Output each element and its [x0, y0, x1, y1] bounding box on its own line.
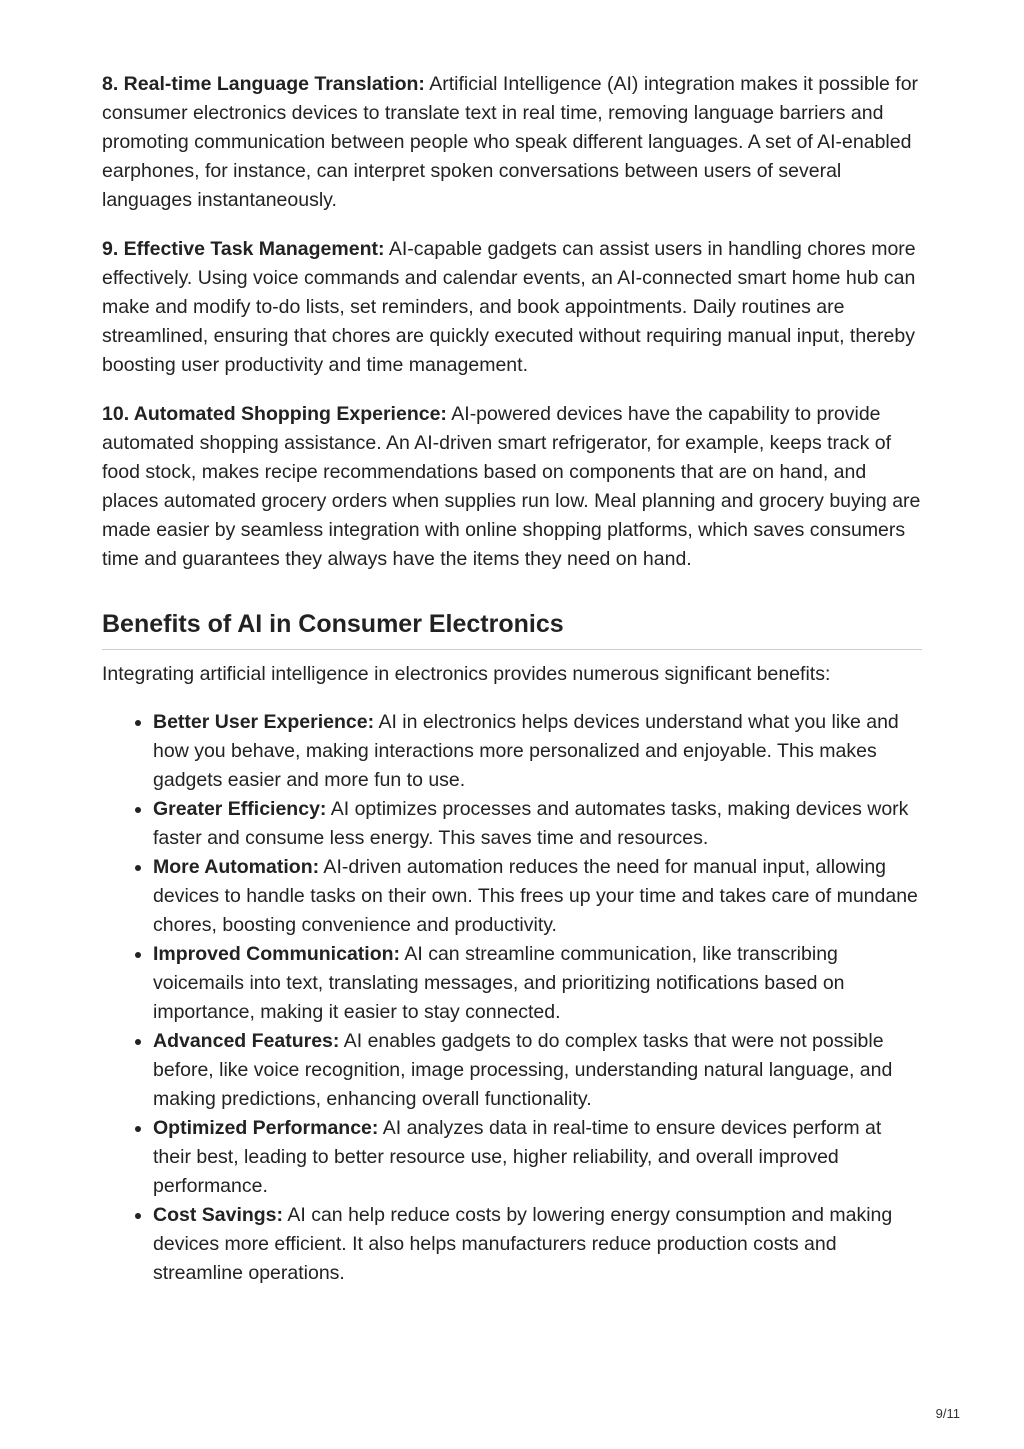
paragraph-automated-shopping	[102, 400, 922, 574]
section-heading: Benefits of AI in Consumer Electronics	[102, 610, 922, 650]
list-item-text: AI-driven automation reduces the need for manual input, allowing devices to handle tasks on their own. This frees up your time and takes care of mundane chores, boosting convenience and productivity.	[153, 856, 918, 936]
paragraph-text: AI-powered devices have the capability to provide automated shopping assistance. An AI-driven smart refrigerator, for example, keeps track of food stock, makes recipe recommendations based on components that are on hand, and places automated grocery orders when supplies run low. Meal planning and grocery buying are made easier by seamless integration with online shopping platforms, which saves consumers time and guarantees they always have the items they need on hand.	[102, 403, 921, 570]
paragraph-text: AI-capable gadgets can assist users in handling chores more effectively. Using voice commands and calendar events, an AI-connected smart home hub can make and modify to-do lists, set reminders, and book appointments. Daily routines are streamlined, ensuring that chores are quickly executed without requiring manual input, thereby boosting user productivity and time management.	[102, 238, 916, 376]
list-item	[153, 1027, 922, 1114]
paragraph-real-time-translation	[102, 70, 922, 215]
list-item-text: AI can streamline communication, like transcribing voicemails into text, translating messages, and prioritizing notifications based on importance, making it easier to stay connected.	[153, 943, 845, 1023]
paragraph-title: 10. Automated Shopping Experience:	[102, 403, 447, 425]
paragraph-title: 8. Real-time Language Translation:	[102, 73, 425, 95]
list-item	[153, 853, 922, 940]
list-item-title: Advanced Features:	[153, 1030, 340, 1052]
list-item	[153, 708, 922, 795]
list-item	[153, 1114, 922, 1201]
list-item-title: Improved Communication:	[153, 943, 401, 965]
paragraph-text: Artificial Intelligence (AI) integration makes it possible for consumer electronics devices to translate text in real time, removing language barriers and promoting communication between people who speak different languages. A set of AI-enabled earphones, for instance, can interpret spoken conversations between users of several languages instantaneously.	[102, 73, 919, 211]
list-item-title: More Automation:	[153, 856, 320, 878]
document-body	[102, 70, 922, 1288]
list-item-title: Better User Experience:	[153, 711, 375, 733]
list-item-title: Greater Efficiency:	[153, 798, 327, 820]
list-item-text: AI enables gadgets to do complex tasks that were not possible before, like voice recognition, image processing, understanding natural language, and making predictions, enhancing overall functionality.	[153, 1030, 893, 1110]
page-number: 9/11	[935, 1406, 960, 1421]
list-item	[153, 795, 922, 853]
list-item	[153, 1201, 922, 1288]
paragraph-title: 9. Effective Task Management:	[102, 238, 385, 260]
list-item-text: AI in electronics helps devices understand what you like and how you behave, making interactions more personalized and enjoyable. This makes gadgets easier and more fun to use.	[153, 711, 899, 791]
benefits-list	[102, 708, 922, 1288]
list-item-title: Cost Savings:	[153, 1204, 284, 1226]
paragraph-task-management	[102, 235, 922, 380]
list-item	[153, 940, 922, 1027]
list-item-title: Optimized Performance:	[153, 1117, 379, 1139]
list-item-text: AI optimizes processes and automates tasks, making devices work faster and consume less energy. This saves time and resources.	[153, 798, 909, 849]
list-item-text: AI can help reduce costs by lowering energy consumption and making devices more efficient. It also helps manufacturers reduce production costs and streamline operations.	[153, 1204, 893, 1284]
section-intro: Integrating artificial intelligence in electronics provides numerous significant benefits:	[102, 663, 831, 685]
list-item-text: AI analyzes data in real-time to ensure devices perform at their best, leading to better resource use, higher reliability, and overall improved performance.	[153, 1117, 882, 1197]
